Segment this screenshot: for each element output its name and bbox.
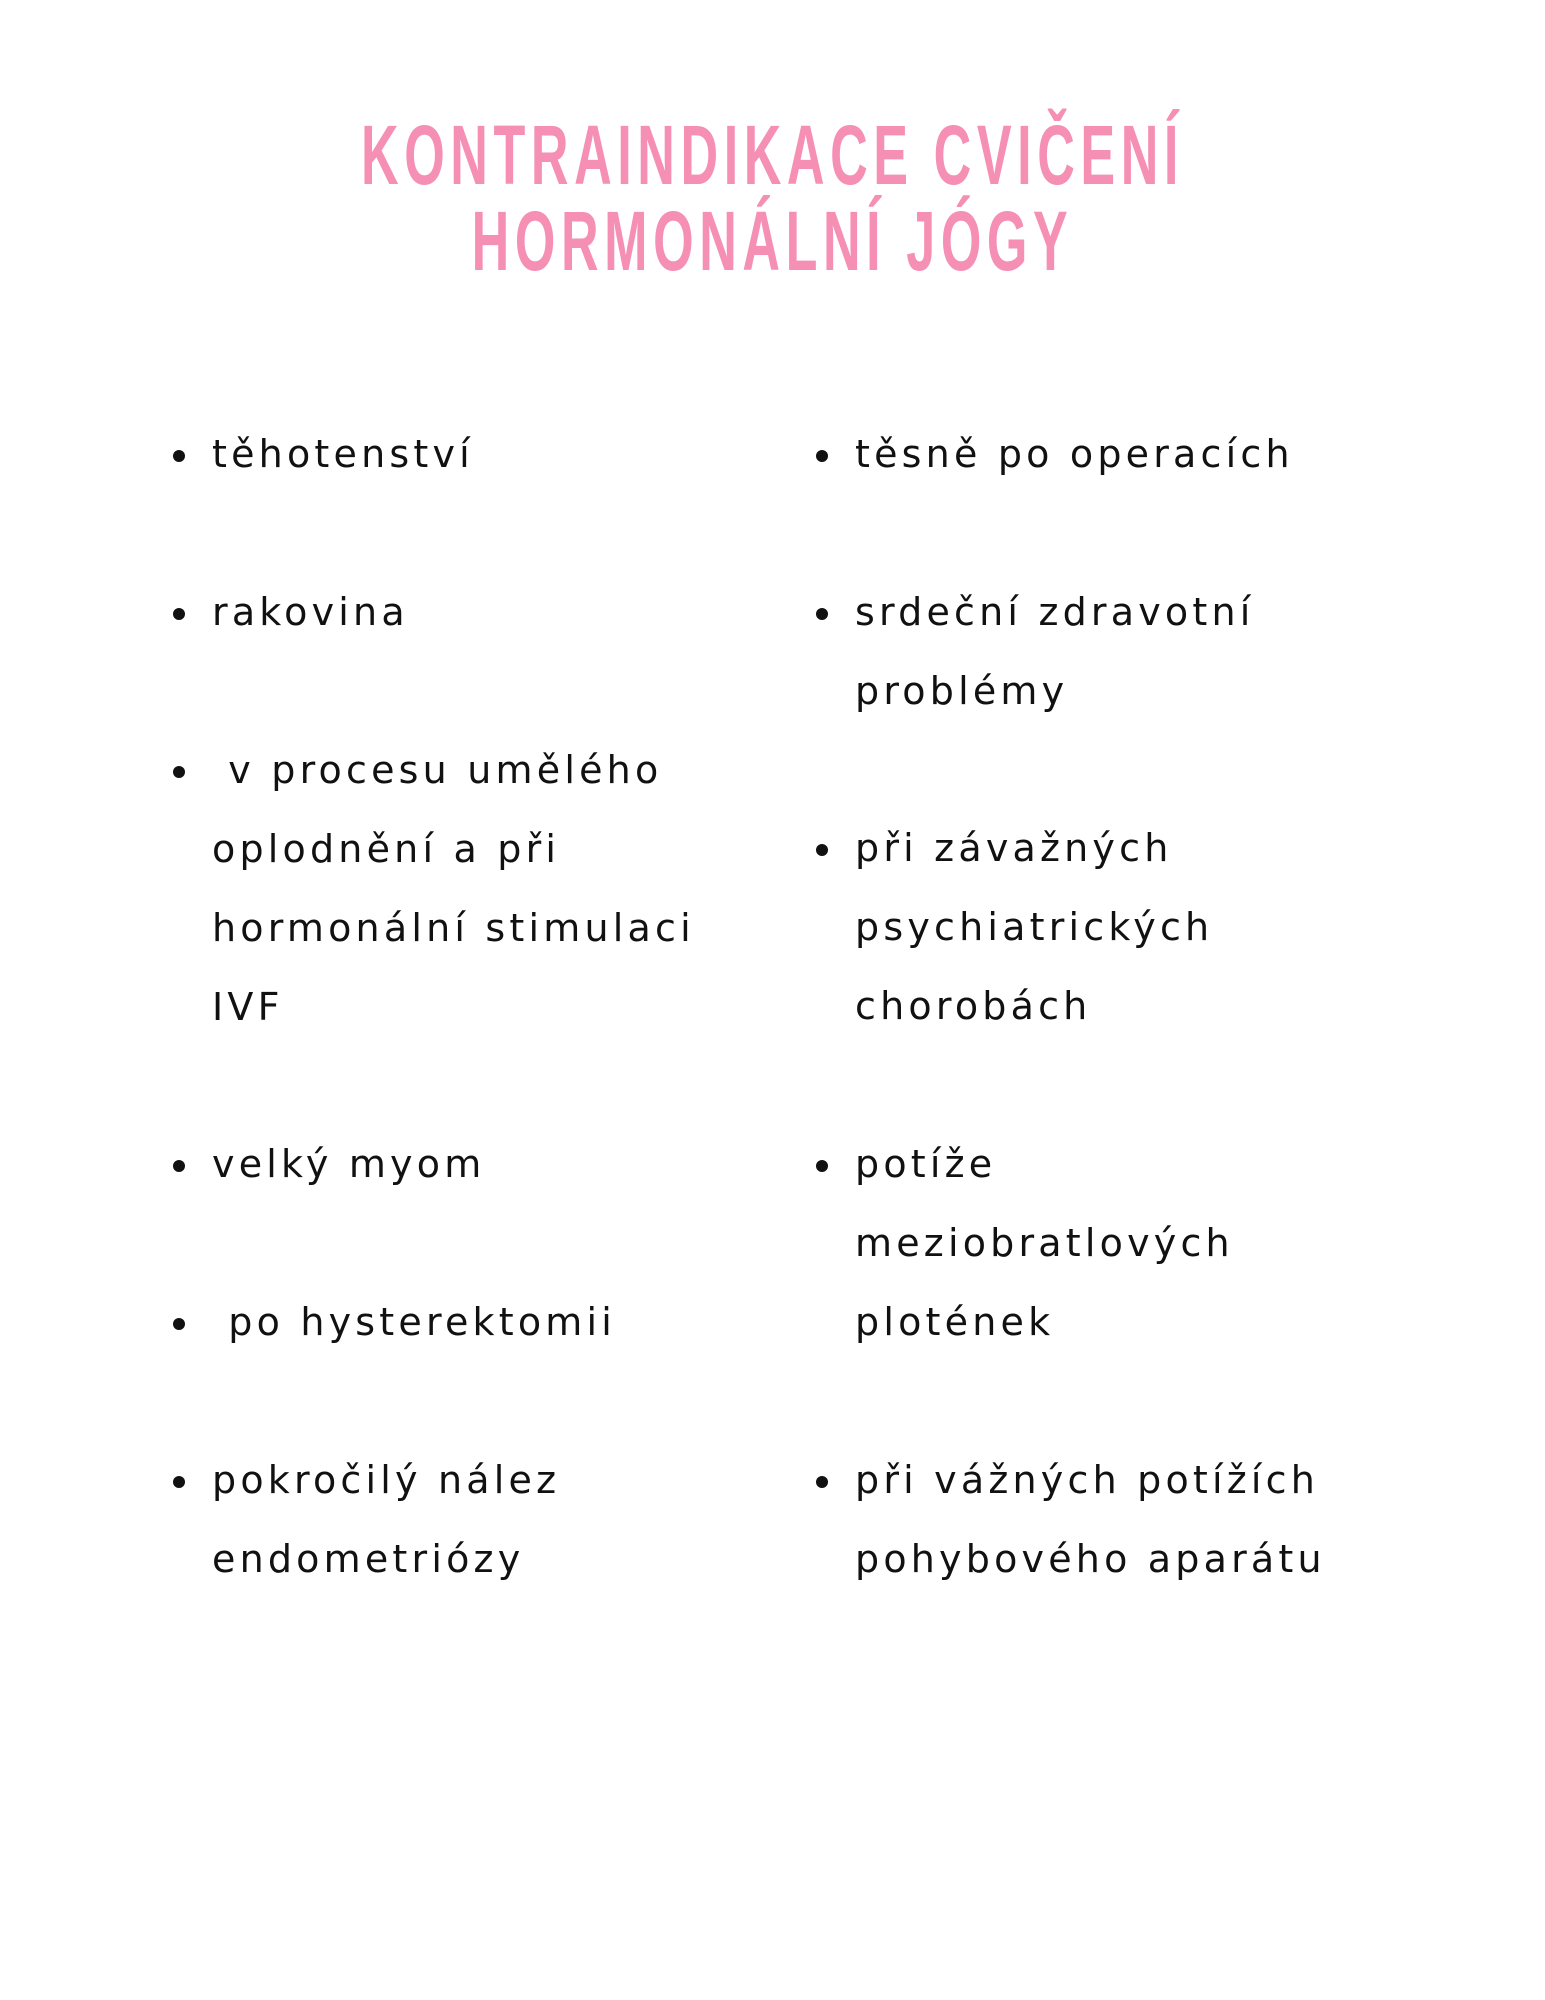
list-item-text-line-3: chorobách — [855, 984, 1092, 1028]
bullet-icon — [173, 450, 185, 462]
list-item-text-line-3: plotének — [855, 1300, 1055, 1344]
list-item-ivf — [160, 731, 760, 1047]
bullet-icon — [816, 450, 828, 462]
list-item-text-line-2: endometriózy — [212, 1537, 525, 1581]
bullet-icon — [173, 1318, 185, 1330]
bullet-icon — [173, 608, 185, 620]
list-item-text-line-1: v procesu umělého — [212, 748, 663, 792]
bullet-icon — [173, 1476, 185, 1488]
list-item-hysterectomy — [160, 1283, 760, 1362]
list-item-text-line-2: problémy — [855, 669, 1069, 713]
list-item-disc-problems — [803, 1125, 1403, 1362]
page-title — [294, 108, 1252, 288]
bullet-icon — [173, 1160, 185, 1172]
list-item-heart-problems — [803, 573, 1403, 731]
list-item-text-line-1: potíže — [855, 1142, 997, 1186]
list-item-text-line-1: při závažných — [855, 826, 1173, 870]
list-item-text: velký myom — [212, 1142, 486, 1186]
title-line-2: HORMONÁLNÍ JÓGY — [471, 194, 1074, 288]
list-item-text: těsně po operacích — [855, 432, 1294, 476]
list-item-text-line-1: pokročilý nález — [212, 1458, 561, 1502]
list-item-text: po hysterektomii — [212, 1300, 617, 1344]
list-item-text: rakovina — [212, 590, 409, 634]
list-item-text-line-3: hormonální stimulaci — [212, 906, 695, 950]
list-item-text-line-4: IVF — [212, 985, 284, 1029]
list-item-text-line-1: srdeční zdravotní — [855, 590, 1255, 634]
list-item-text-line-1: při vážných potížích — [855, 1458, 1320, 1502]
list-item-musculoskeletal-problems — [803, 1441, 1403, 1599]
list-item-pregnancy — [160, 415, 760, 494]
bullet-icon — [816, 1476, 828, 1488]
list-item-text-line-2: pohybového aparátu — [855, 1537, 1326, 1581]
list-item-cancer — [160, 573, 760, 652]
bullet-icon — [816, 608, 828, 620]
list-item-after-surgery — [803, 415, 1403, 494]
bullet-icon — [173, 766, 185, 778]
list-item-text-line-2: meziobratlových — [855, 1221, 1234, 1265]
list-item-text-line-2: oplodnění a při — [212, 827, 561, 871]
list-item-large-myoma — [160, 1125, 760, 1204]
list-item-text: těhotenství — [212, 432, 474, 476]
bullet-icon — [816, 844, 828, 856]
bullet-icon — [816, 1160, 828, 1172]
list-item-endometriosis — [160, 1441, 760, 1599]
title-line-1: KONTRAINDIKACE CVIČENÍ — [361, 108, 1184, 202]
list-item-text-line-2: psychiatrických — [855, 905, 1214, 949]
list-item-psychiatric-diseases — [803, 809, 1403, 1046]
